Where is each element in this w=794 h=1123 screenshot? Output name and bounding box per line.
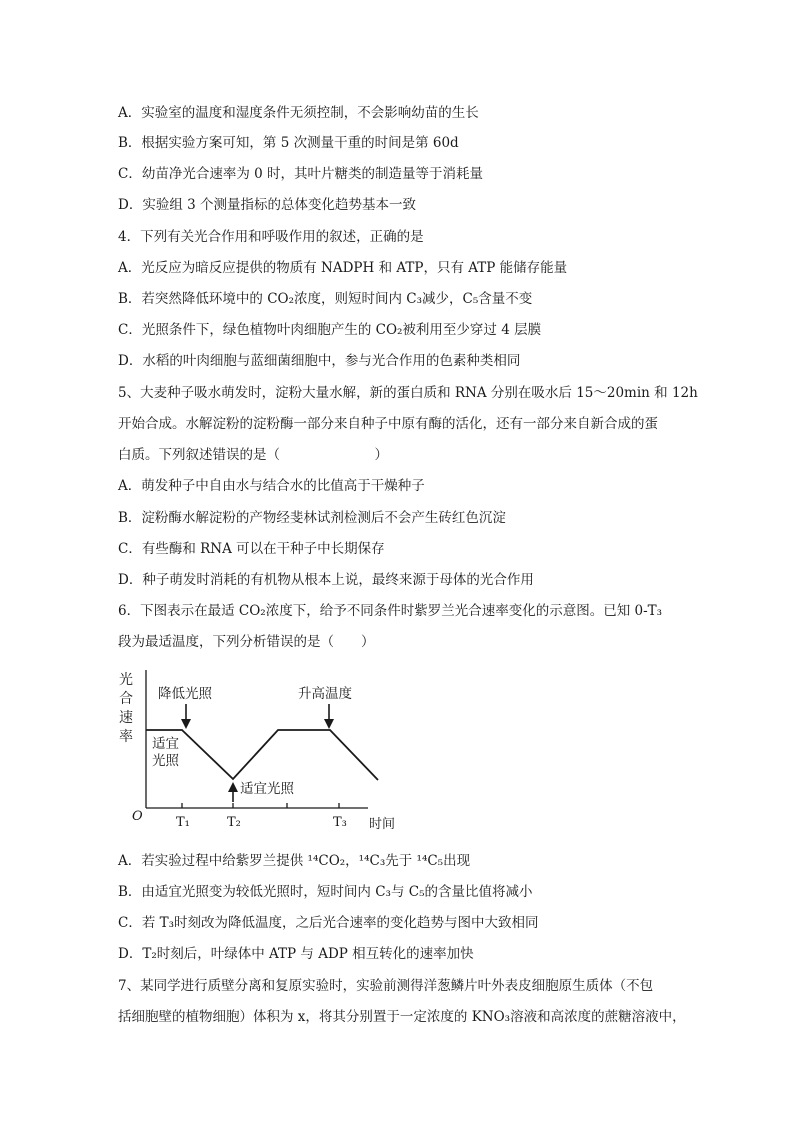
x-axis-label: 时间 (369, 817, 396, 832)
annotation-suitable-light-line1: 适宜 (152, 736, 179, 752)
question-line: B．根据实验方案可知，第 5 次测量干重的时间是第 60d (118, 135, 459, 151)
question-line: B．淀粉酶水解淀粉的产物经斐林试剂检测后不会产生砖红色沉淀 (118, 510, 506, 526)
question-line: 白质。下列叙述错误的是（ ） (118, 447, 388, 463)
question-line: 6．下图表示在最适 CO₂浓度下，给予不同条件时紫罗兰光合速率变化的示意图。已知 0-T₃ (118, 603, 663, 619)
y-axis-label-char: 合 (119, 691, 133, 707)
photosynthesis-rate-diagram (110, 662, 410, 834)
question-line: 7、某同学进行质壁分离和复原实验时，实验前测得洋葱鳞片叶外表皮细胞原生质体（不包 (118, 978, 654, 994)
y-axis-label-char: 率 (119, 729, 133, 745)
question-line: A．实验室的温度和湿度条件无须控制，不会影响幼苗的生长 (118, 105, 479, 121)
question-line: D．T₂时刻后，叶绿体中 ATP 与 ADP 相互转化的速率加快 (118, 946, 474, 962)
question-line: B．若突然降低环境中的 CO₂浓度，则短时间内 C₃减少，C₅含量不变 (118, 291, 533, 307)
question-line: 段为最适温度，下列分析错误的是（ ） (118, 634, 375, 650)
question-line: 括细胞壁的植物细胞）体积为 x，将其分别置于一定浓度的 KNO₃溶液和高浓度的蔗糖溶液中， (118, 1009, 686, 1025)
question-line: D．水稻的叶肉细胞与蓝细菌细胞中，参与光合作用的色素种类相同 (118, 353, 521, 369)
question-line: A．光反应为暗反应提供的物质有 NADPH 和 ATP，只有 ATP 能储存能量 (118, 260, 568, 276)
question-line: C．光照条件下，绿色植物叶肉细胞产生的 CO₂被利用至少穿过 4 层膜 (118, 322, 542, 338)
annotation-raise-temp: 升高温度 (298, 686, 352, 702)
rate-curve (146, 730, 378, 780)
question-line: D．种子萌发时消耗的有机物从根本上说，最终来源于母体的光合作用 (118, 572, 534, 588)
tick-label-t3: T₃ (333, 815, 347, 830)
tick-label-t1: T₁ (176, 815, 190, 830)
arrowhead-down-icon (324, 719, 334, 729)
tick-label-t2: T₂ (227, 815, 241, 830)
annotation-suitable-light-line2: 光照 (152, 753, 179, 769)
question-line: C．有些酶和 RNA 可以在干种子中长期保存 (118, 541, 385, 557)
question-line: C．幼苗净光合速率为 0 时，其叶片糖类的制造量等于消耗量 (118, 166, 484, 182)
y-axis-label-char: 光 (119, 672, 133, 688)
question-line: B．由适宜光照变为较低光照时，短时间内 C₃与 C₅的含量比值将减小 (118, 884, 533, 900)
question-line: D．实验组 3 个测量指标的总体变化趋势基本一致 (118, 197, 416, 213)
question-line: 5、大麦种子吸水萌发时，淀粉大量水解，新的蛋白质和 RNA 分别在吸水后 15～20min 和 12h (118, 385, 698, 401)
origin-label: O (132, 809, 143, 824)
question-line: C．若 T₃时刻改为降低温度，之后光合速率的变化趋势与图中大致相同 (118, 915, 539, 931)
question-line: A．萌发种子中自由水与结合水的比值高于干燥种子 (118, 478, 425, 494)
question-line: A．若实验过程中给紫罗兰提供 ¹⁴CO₂，¹⁴C₃先于 ¹⁴C₅出现 (118, 853, 471, 869)
annotation-suitable-light-bottom: 适宜光照 (240, 781, 294, 797)
question-line: 4．下列有关光合作用和呼吸作用的叙述，正确的是 (118, 229, 424, 245)
arrowhead-down-icon (181, 719, 191, 729)
annotation-reduce-light: 降低光照 (158, 686, 212, 702)
y-axis-label-char: 速 (119, 710, 133, 726)
question-line: 开始合成。水解淀粉的淀粉酶一部分来自种子中原有酶的活化，还有一部分来自新合成的蛋 (118, 416, 658, 432)
